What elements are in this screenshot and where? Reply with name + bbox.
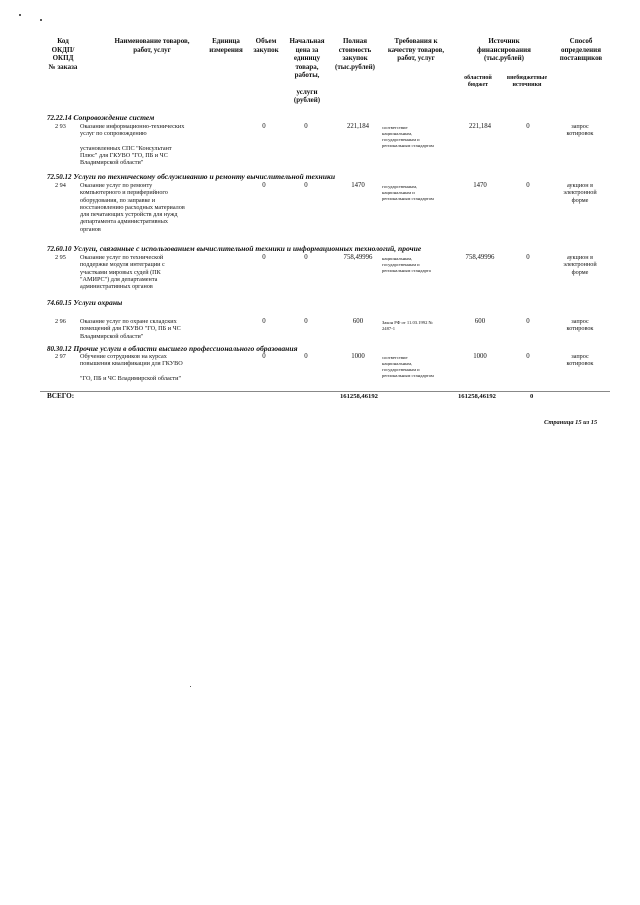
row-volume: 0 <box>262 182 266 189</box>
row-cost: 600 <box>352 318 364 325</box>
row-number: 2 93 <box>55 123 66 130</box>
row-volume: 0 <box>262 318 266 325</box>
row-price: 0 <box>304 123 308 130</box>
header-cost: Полная стоимость закупок (тыс.рублей) <box>334 37 376 71</box>
row-requirements: соответствие национальным, государственным и региональным стандартам <box>382 355 434 378</box>
row-regional: 221,184 <box>468 123 492 130</box>
row-requirements: государственным, национальным и региональным стандартам <box>382 184 434 201</box>
section-heading: 72.60.10 Услуги, связанные с использованием вычислительной техники и информационных технологий, прочие <box>47 244 422 253</box>
header-extra-sources: внебюджетные источники <box>506 75 548 88</box>
scan-dot <box>19 14 21 16</box>
total-divider <box>40 391 610 392</box>
row-number: 2 95 <box>55 254 66 261</box>
row-method: аукцион в электронной форме <box>563 182 597 204</box>
row-method: запрос котировок <box>566 123 594 138</box>
row-cost: 221,184 <box>346 123 370 130</box>
total-label: ВСЕГО: <box>47 392 75 400</box>
row-price: 0 <box>304 254 308 261</box>
section-heading: 72.50.12 Услуги по техническому обслуживанию и ремонту вычислительной техники <box>47 172 336 181</box>
row-description: Оказание услуг по охране складских помещений для ГКУВО "ГО, ПБ и ЧС Владимирской области" <box>80 318 181 340</box>
row-number: 2 97 <box>55 353 66 360</box>
header-unit: Единица измерения <box>209 37 243 54</box>
scan-dot <box>190 686 191 687</box>
row-volume: 0 <box>262 353 266 360</box>
page-number: Страница 15 из 15 <box>544 419 598 426</box>
row-regional: 600 <box>474 318 486 325</box>
row-description: Обучение сотрудников на курсах повышения квалификации для ГКУВО "ГО, ПБ и ЧС Владимирской области" <box>80 353 183 382</box>
header-method: Способ определения поставщиков <box>559 37 603 62</box>
section-heading: 72.22.14 Сопровождение систем <box>47 113 155 122</box>
row-description: Оказание услуг по технической поддержке модуля интеграции с участками мировых судей (ПК "АМИРС") для департамента административных органов <box>80 254 165 291</box>
row-number: 2 96 <box>55 318 66 325</box>
row-regional: 1000 <box>473 353 487 360</box>
row-regional: 1470 <box>473 182 487 189</box>
row-extra: 0 <box>526 182 530 189</box>
header-requirements: Требования к качеству товаров, работ, услуг <box>387 37 445 62</box>
header-code: Код ОКДП/ ОКПД № заказа <box>48 37 78 71</box>
row-extra: 0 <box>526 318 530 325</box>
row-requirements: Закон РФ от 11.03.1992 № 2487-1 <box>382 320 433 331</box>
row-cost: 1000 <box>351 353 365 360</box>
total-cost: 161258,46192 <box>340 393 378 400</box>
header-regional-budget: областной бюджет <box>464 75 492 88</box>
row-description: Оказание услуг по ремонту компьютерного и периферийного оборудования, по заправке и восстановлению расходных материалов для печатающих устройств для нужд департамента административных органов <box>80 182 185 233</box>
row-price: 0 <box>304 182 308 189</box>
total-extra: 0 <box>530 393 534 400</box>
scan-dot <box>40 19 42 21</box>
row-price: 0 <box>304 353 308 360</box>
row-cost: 758,49996 <box>343 254 373 261</box>
row-description: Оказание информационно-технических услуг по сопровождению установленных СПС "Консультант Плюс" для ГКУВО "ГО, ПБ и ЧС Владимирской области" <box>80 123 185 167</box>
row-regional: 758,49996 <box>465 254 495 261</box>
header-price: Начальная цена за единицу товара, работы, услуги (рублей) <box>289 37 325 104</box>
row-requirements: соответствие национальным, государственным и региональным стандартам <box>382 125 434 148</box>
section-heading: 80.30.12 Прочие услуги в области высшего профессионального образования <box>47 344 298 353</box>
row-price: 0 <box>304 318 308 325</box>
row-requirements: национальным, государственным и региональным стандарта <box>382 256 431 273</box>
section-heading: 74.60.15 Услуги охраны <box>47 298 123 307</box>
row-number: 2 94 <box>55 182 66 189</box>
row-volume: 0 <box>262 254 266 261</box>
row-cost: 1470 <box>351 182 365 189</box>
row-method: запрос котировок <box>566 353 594 368</box>
total-regional: 161258,46192 <box>458 393 496 400</box>
row-method: запрос котировок <box>566 318 594 333</box>
row-extra: 0 <box>526 123 530 130</box>
header-name: Наименование товаров, работ, услуг <box>114 37 190 54</box>
row-method: аукцион в электронной форме <box>563 254 597 276</box>
row-volume: 0 <box>262 123 266 130</box>
row-extra: 0 <box>526 254 530 261</box>
header-volume: Объем закупок <box>253 37 279 54</box>
row-extra: 0 <box>526 353 530 360</box>
header-source: Источник финансирования (тыс.рублей) <box>477 37 531 62</box>
